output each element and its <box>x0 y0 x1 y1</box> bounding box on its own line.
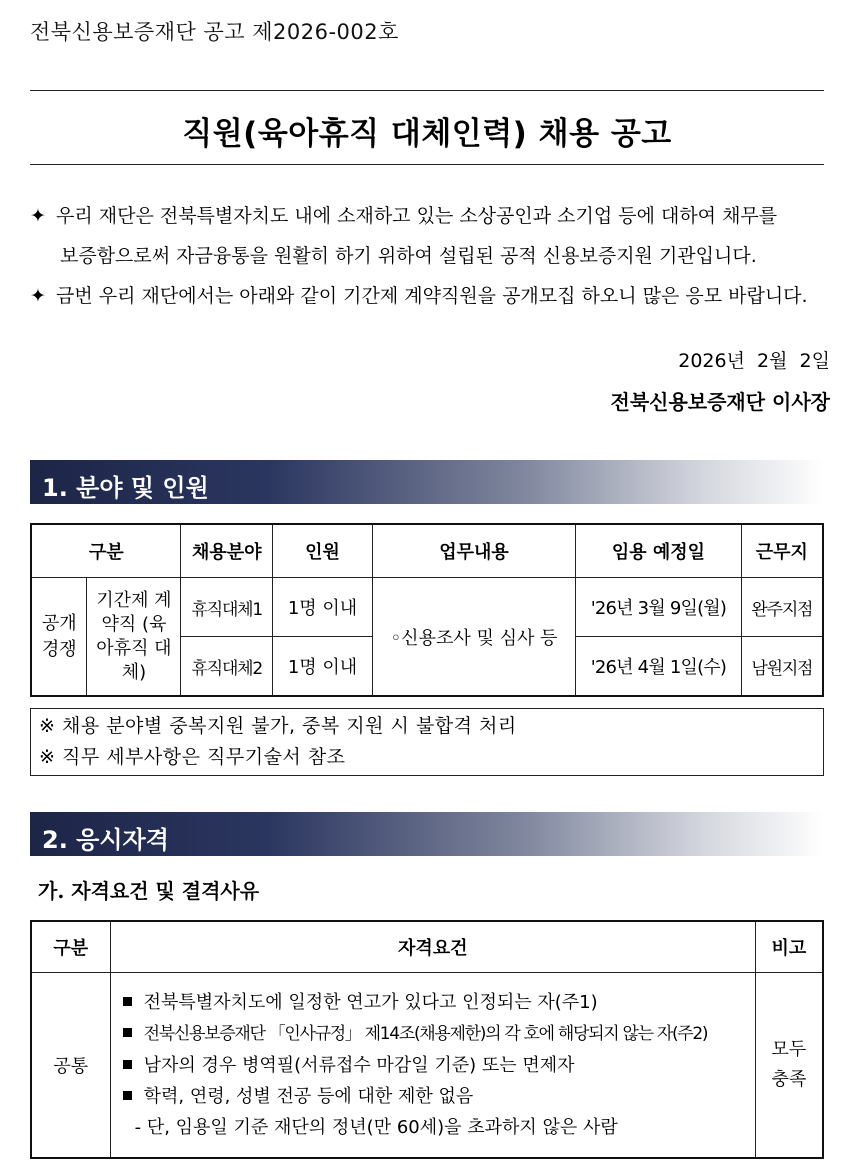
requirement-text: 전북신용보증재단 「인사규정」 제14조(채용제한)의 각 호에 해당되지 않는 자(주2) <box>143 1024 708 1044</box>
remarks-cell <box>755 973 823 1159</box>
section-1-heading-text: 1. 분야 및 인원 <box>42 474 209 502</box>
square-bullet-icon <box>123 997 132 1006</box>
subsection-heading: 가. 자격요건 및 결격사유 <box>38 879 260 903</box>
intro-text <box>30 196 830 316</box>
requirement-text: 남자의 경우 병역필(서류접수 마감일 기준) 또는 면제자 <box>143 1055 575 1076</box>
intro-line-2: 보증함으로써 자금융통을 원활히 하기 위하여 설립된 공적 신용보증지원 기관입니다. <box>60 245 757 267</box>
requirement-text: 학력, 연령, 성별 전공 등에 대한 제한 없음 <box>143 1086 474 1107</box>
header-workplace: 근무지 <box>741 524 823 578</box>
group-label: 공개경쟁 <box>41 612 77 660</box>
intro-line-3 <box>30 276 830 316</box>
section-1-heading <box>30 460 824 504</box>
table-header-row <box>31 921 823 973</box>
headcount-cell: 1명 이내 <box>273 578 373 637</box>
group-cell <box>31 578 87 697</box>
positions-table <box>30 523 824 697</box>
start-date-cell: '26년 3월 9일(월) <box>576 578 742 637</box>
notice-number: 전북신용보증재단 공고 제2026-002호 <box>30 20 399 44</box>
header-remarks: 비고 <box>755 921 823 973</box>
workplace-cell: 남원지점 <box>741 637 823 697</box>
title-bottom-rule <box>30 164 824 165</box>
header-field: 채용분야 <box>181 524 273 578</box>
table-row <box>31 973 823 1159</box>
duties-cell: ◦신용조사 및 심사 등 <box>372 578 575 697</box>
requirement-item <box>123 1050 755 1081</box>
section-2-heading-text: 2. 응시자격 <box>42 826 169 854</box>
header-start-date: 임용 예정일 <box>576 524 742 578</box>
notice-date: 2026년 2월 2일 <box>678 350 830 372</box>
header-category: 구분 <box>31 921 110 973</box>
header-headcount: 인원 <box>273 524 373 578</box>
requirement-item <box>123 1081 755 1112</box>
remarks-text: 모두 충족 <box>771 1039 807 1090</box>
requirement-sub-item: - 단, 임용일 기준 재단의 정년(만 60세)을 초과하지 않은 사람 <box>134 1117 618 1138</box>
intro-line-1 <box>30 196 830 236</box>
start-date-cell: '26년 4월 1일(수) <box>576 637 742 697</box>
intro-sentence-1: 우리 재단은 전북특별자치도 내에 소재하고 있는 소상공인과 소기업 등에 대하여 채무를 <box>56 205 778 227</box>
workplace-cell: 완주지점 <box>741 578 823 637</box>
requirements-cell <box>110 973 755 1159</box>
square-bullet-icon <box>123 1060 132 1069</box>
square-bullet-icon <box>123 1028 132 1037</box>
page-title: 직원(육아휴직 대체인력) 채용 공고 <box>182 116 672 152</box>
field-cell: 휴직대체1 <box>181 578 273 637</box>
note-line: ※ 채용 분야별 중복지원 불가, 중복 지원 시 불합격 처리 <box>39 715 517 737</box>
requirement-item <box>123 987 755 1018</box>
requirement-text: 전북특별자치도에 일정한 연고가 있다고 인정되는 자(주1) <box>143 992 598 1013</box>
type-cell <box>87 578 181 697</box>
header-duties: 업무내용 <box>372 524 575 578</box>
header-requirements: 자격요건 <box>110 921 755 973</box>
diamond-bullet-icon: ✦ <box>30 285 46 307</box>
title-top-rule <box>30 90 824 91</box>
note-line: ※ 직무 세부사항은 직무기술서 참조 <box>39 746 346 768</box>
issuer-name: 전북신용보증재단 이사장 <box>610 390 830 414</box>
square-bullet-icon <box>123 1091 132 1100</box>
qualifications-table <box>30 920 824 1159</box>
section-2-heading <box>30 812 824 856</box>
table-header-row <box>31 524 823 578</box>
header-category: 구분 <box>31 524 181 578</box>
type-label: 기간제 계약직 (육아휴직 대체) <box>96 589 172 683</box>
notes-box <box>30 708 824 776</box>
field-cell: 휴직대체2 <box>181 637 273 697</box>
intro-sentence-2: 금번 우리 재단에서는 아래와 같이 기간제 계약직원을 공개모집 하오니 많은 응모 바랍니다. <box>56 285 808 307</box>
table-row <box>31 578 823 637</box>
headcount-cell: 1명 이내 <box>273 637 373 697</box>
row-label: 공통 <box>31 973 110 1159</box>
requirement-item <box>123 1018 755 1050</box>
diamond-bullet-icon: ✦ <box>30 205 46 227</box>
